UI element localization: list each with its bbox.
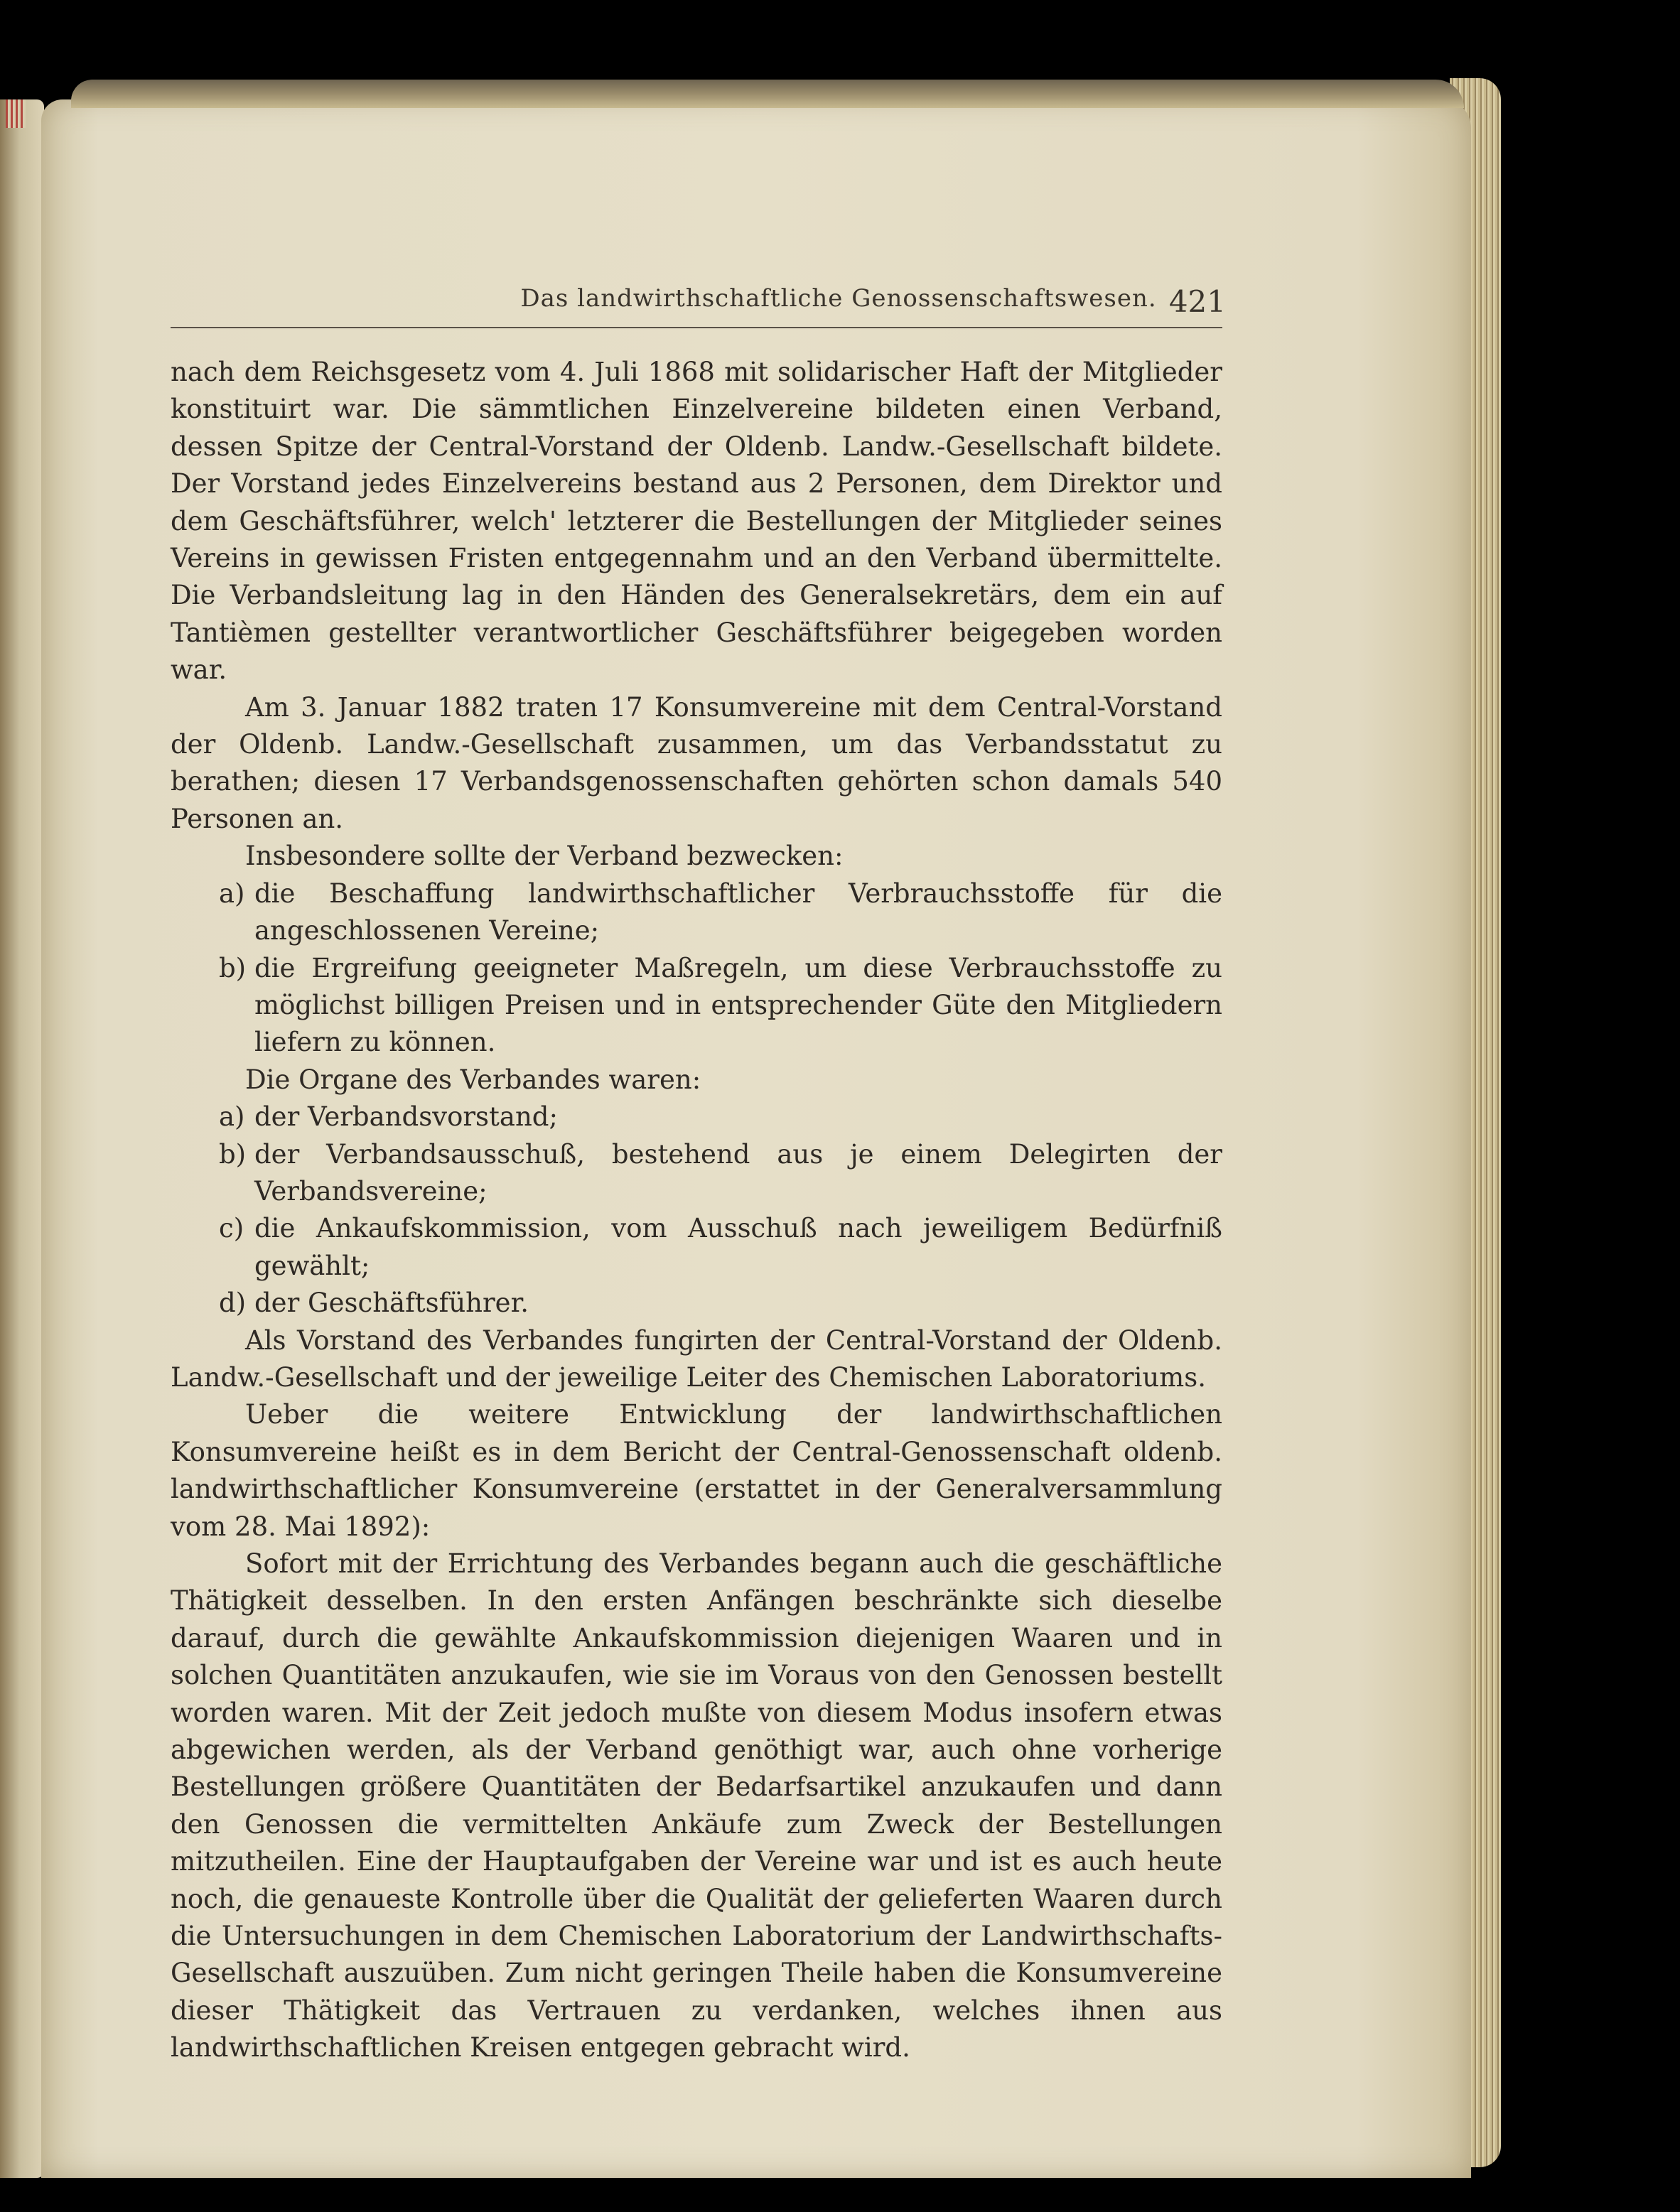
left-page-edge [0,99,44,2178]
page-top-edge [71,80,1464,108]
list-marker: c) [219,1213,244,1244]
header-rule [171,327,1222,328]
list-item [171,1285,1222,1322]
paragraph: Sofort mit der Errichtung des Verbandes begann auch die geschäftliche Thätigkeit desselben. In den ersten Anfängen beschränkte sich dieselbe darauf, durch die gewählte Ankaufskommission diejenigen Waaren und in solchen Quantitäten anzukaufen, wie sie im Voraus von den Genossen bestellt worden waren. Mit der Zeit jedoch mußte von diesem Modus insofern etwas abgewichen werden, als der Verband genöthigt war, auch ohne vorherige Bestellungen größere Quantitäten der Bedarfsartikel anzukaufen und dann den Genossen die vermittelten Ankäufe zum Zweck der Bestellungen mitzutheilen. Eine der Hauptaufgaben der Vereine war und ist es auch heute noch, die genaueste Kontrolle über die Qualität der gelieferten Waaren durch die Untersuchungen in dem Chemischen Laboratorium der Landwirthschafts-Gesellschaft auszuüben. Zum nicht geringen Theile haben die Konsumvereine dieser Thätigkeit das Vertrauen zu verdanken, welches ihnen aus landwirthschaftlichen Kreisen entgegen gebracht wird. [171,1548,1222,2063]
page-number: 421 [1168,284,1226,319]
list-item-text: die Ankaufskommission, vom Ausschuß nach jeweiligem Bedürfniß gewählt; [254,1213,1222,1281]
running-head: Das landwirthschaftliche Genossenschaftswesen. [520,284,1157,313]
paragraph: nach dem Reichsgesetz vom 4. Juli 1868 mit solidarischer Haft der Mitglieder konstituirt war. Die sämmtlichen Einzelvereine bildeten einen Verband, dessen Spitze der Central-Vorstand der Oldenb. Landw.-Gesellschaft bildete. Der Vorstand jedes Einzelvereins bestand aus 2 Personen, dem Direktor und dem Geschäftsführer, welch' letzterer die Bestellungen der Mitglieder seines Vereins in gewissen Fristen entgegennahm und an den Verband übermittelte. Die Verbandsleitung lag in den Händen des Generalsekretärs, dem ein auf Tantièmen gestellter verantwortlicher Geschäftsführer beigegeben worden war. [171,357,1222,686]
list-item [171,1136,1222,1211]
paragraph: Insbesondere sollte der Verband bezwecken: [245,841,844,872]
list-marker: d) [219,1288,247,1319]
paragraph: Die Organe des Verbandes waren: [245,1064,701,1095]
list-item [171,950,1222,1062]
list-item-text: der Verbandsausschuß, bestehend aus je einem Delegirten der Verbandsvereine; [254,1138,1222,1207]
list-item [171,875,1222,950]
list-item [171,1099,1222,1135]
list-marker: b) [219,952,247,983]
paragraph: Am 3. Januar 1882 traten 17 Konsumvereine mit dem Central-Vorstand der Oldenb. Landw.-Gesellschaft zusammen, um das Verbandsstatut zu berathen; diesen 17 Verbandsgenossenschaften gehörten schon damals 540 Personen an. [171,691,1222,834]
list-item-text: die Beschaffung landwirthschaftlicher Verbrauchsstoffe für die angeschlossenen Vereine; [254,878,1222,946]
list-marker: a) [219,878,245,909]
bookmark-ribbon [6,99,26,128]
list-marker: b) [219,1138,247,1170]
list-item-text: der Verbandsvorstand; [254,1101,558,1133]
list-marker: a) [219,1101,245,1133]
list-item-text: der Geschäftsführer. [254,1288,529,1319]
list-item-text: die Ergreifung geeigneter Maßregeln, um diese Verbrauchsstoffe zu möglichst billigen Preisen und in entsprechender Güte den Mitgliedern liefern zu können. [254,952,1222,1058]
paragraph: Als Vorstand des Verbandes fungirten der Central-Vorstand der Oldenb. Landw.-Gesellschaft und der jeweilige Leiter des Chemischen Laboratoriums. [171,1324,1222,1393]
paragraph: Ueber die weitere Entwicklung der landwirthschaftlichen Konsumvereine heißt es in dem Bericht der Central-Genossenschaft oldenb. landwirthschaftlicher Konsumvereine (erstattet in der Generalversammlung vom 28. Mai 1892): [171,1399,1222,1542]
page-body [171,354,1222,2067]
list-item [171,1210,1222,1285]
